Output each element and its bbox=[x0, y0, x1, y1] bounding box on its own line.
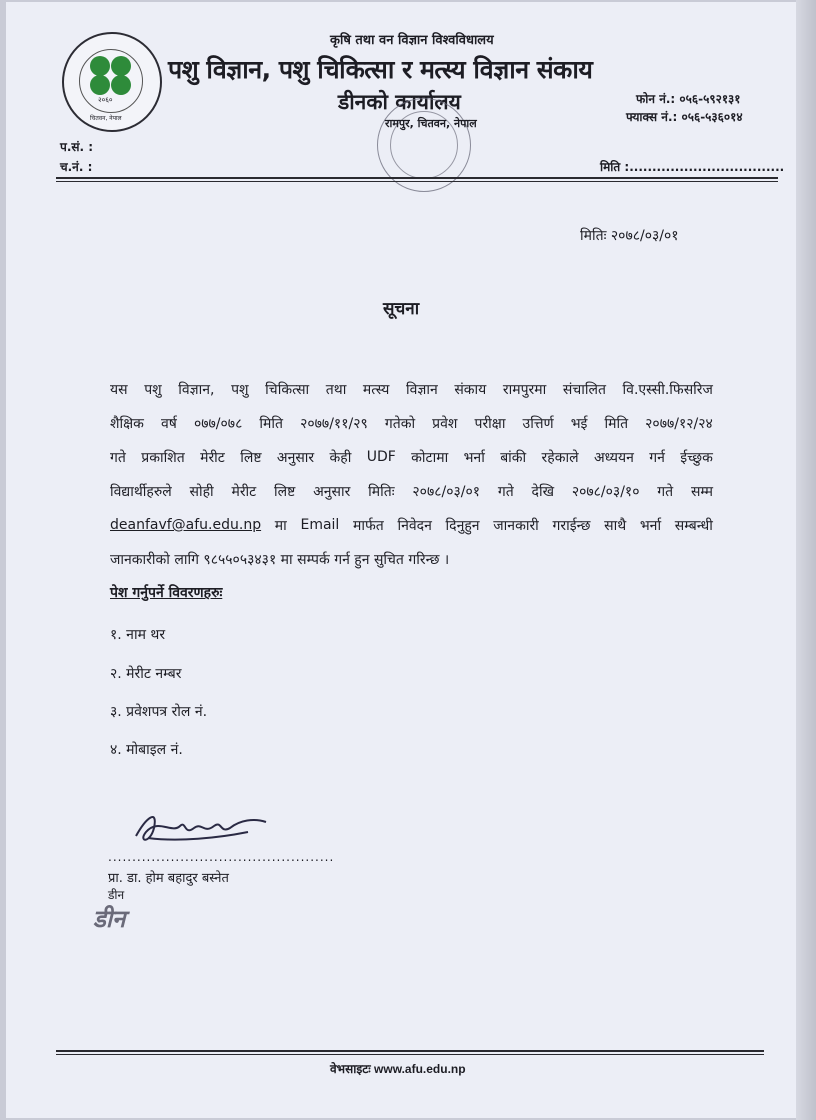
requirements-heading: पेश गर्नुपर्ने विवरणहरुः bbox=[110, 585, 223, 601]
paragraph-word: संचालित bbox=[562, 381, 606, 398]
paragraph-word: वि.एस्सी.फिसरिज bbox=[622, 381, 713, 398]
footer-divider bbox=[56, 1050, 764, 1052]
paragraph-word: मेरीट bbox=[231, 483, 257, 500]
paragraph-word: २०७८/०३/०१ bbox=[412, 483, 481, 500]
requirement-item: ३. प्रवेशपत्र रोल नं. bbox=[110, 704, 208, 720]
paragraph-word: गर्न bbox=[649, 449, 665, 466]
paragraph-word: साथै bbox=[604, 517, 627, 534]
paragraph-word: प्रवेश bbox=[432, 415, 458, 432]
paragraph-line-6 bbox=[110, 542, 713, 576]
paragraph-word: गते bbox=[657, 483, 674, 500]
paragraph-word: अनुसार bbox=[276, 449, 315, 466]
fax-number: फ्याक्स नं.: ०५६-५३६०१४ bbox=[626, 110, 743, 124]
paragraph-line-4 bbox=[110, 474, 713, 508]
letter-date: मितिः २०७८/०३/०१ bbox=[580, 228, 679, 244]
paragraph-word: चिकित्सा bbox=[265, 381, 310, 398]
paragraph-word: प्रकाशित bbox=[141, 449, 185, 466]
university-name: कृषि तथा वन विज्ञान विश्वविधालय bbox=[330, 33, 494, 48]
paragraph-line-3 bbox=[110, 440, 713, 474]
paragraph-word: परीक्षा bbox=[474, 415, 506, 432]
requirement-item: २. मेरीट नम्बर bbox=[110, 666, 182, 682]
footer-divider-thin bbox=[56, 1054, 764, 1055]
paragraph-word: गते bbox=[497, 483, 514, 500]
paragraph-word: गतेको bbox=[384, 415, 416, 432]
paragraph-word: रहेकाले bbox=[541, 449, 579, 466]
paragraph-word: दिनुहुन bbox=[445, 517, 480, 534]
email-link[interactable]: deanfavf@afu.edu.np bbox=[110, 517, 262, 533]
requirement-item: ४. मोबाइल नं. bbox=[110, 742, 183, 758]
logo-inner-ring bbox=[79, 49, 143, 113]
paragraph-word: मिति bbox=[604, 415, 629, 432]
dispatch-number-label: च.नं. : bbox=[60, 160, 93, 174]
clover-leaf-icon bbox=[90, 75, 110, 95]
paragraph-word: पशु bbox=[231, 381, 249, 398]
paragraph-word: देखि bbox=[531, 483, 555, 500]
paragraph-word: गराईन्छ bbox=[552, 517, 591, 534]
paragraph-line-2 bbox=[110, 406, 713, 440]
requirement-item: १. नाम थर bbox=[110, 627, 166, 643]
paragraph-word: यस bbox=[110, 381, 128, 398]
header-divider bbox=[56, 177, 778, 179]
paragraph-word: मेरीट bbox=[200, 449, 225, 466]
dean-stamp: डीन bbox=[93, 905, 126, 933]
paragraph-word: भर्ना bbox=[463, 449, 485, 466]
paragraph-word: लिष्ट bbox=[274, 483, 296, 500]
paragraph-word: पशु bbox=[144, 381, 162, 398]
handwritten-signature bbox=[128, 798, 278, 854]
paragraph-word: रामपुरमा bbox=[502, 381, 547, 398]
paragraph-word: सम्म bbox=[690, 483, 713, 500]
footer-website: वेभसाइटः www.afu.edu.np bbox=[330, 1062, 466, 1076]
paragraph-word: शैक्षिक bbox=[110, 415, 144, 432]
paragraph-word: २०७७/११/२९ bbox=[300, 415, 368, 432]
university-logo bbox=[62, 32, 162, 132]
paragraph-word: अनुसार bbox=[313, 483, 351, 500]
clover-leaf-icon bbox=[90, 56, 110, 76]
phone-number: फोन नं.: ०५६-५९२१३१ bbox=[636, 92, 741, 106]
paragraph-word: वर्ष bbox=[161, 415, 177, 432]
paragraph-word: अध्ययन bbox=[593, 449, 634, 466]
paragraph-word: भई bbox=[570, 415, 588, 432]
header-date-label: मिति :.................................. bbox=[600, 160, 785, 174]
paragraph-word: तथा bbox=[325, 381, 347, 398]
paragraph-word: उत्तिर्ण bbox=[522, 415, 554, 432]
logo-caption: चितवन, नेपाल bbox=[90, 115, 122, 122]
paragraph-word: संकाय bbox=[454, 381, 487, 398]
scan-edge bbox=[796, 0, 816, 1120]
paragraph-word: विज्ञान bbox=[405, 381, 438, 398]
paragraph-word: २०७८/०३/१० bbox=[571, 483, 640, 500]
paragraph-line-1 bbox=[110, 372, 713, 406]
paragraph-word: मत्स्य bbox=[362, 381, 390, 398]
paragraph-word: जानकारी bbox=[493, 517, 539, 534]
clover-leaf-icon bbox=[111, 56, 131, 76]
office-address: रामपुर, चितवन, नेपाल bbox=[385, 117, 477, 130]
notice-title: सूचना bbox=[383, 299, 420, 319]
paragraph-word: सोही bbox=[189, 483, 214, 500]
paragraph-word: मार्फत bbox=[353, 517, 384, 534]
signer-name: प्रा. डा. होम बहादुर बस्नेत bbox=[108, 871, 229, 886]
signature-line: ............................................... bbox=[108, 850, 335, 864]
header-divider-thin bbox=[56, 181, 778, 182]
paragraph-word: मा bbox=[274, 517, 287, 534]
paragraph-word: मितिः bbox=[368, 483, 395, 500]
office-name: डीनको कार्यालय bbox=[338, 90, 461, 114]
paragraph-word: लिष्ट bbox=[240, 449, 262, 466]
signer-title: डीन bbox=[108, 888, 125, 902]
paragraph-word: UDF bbox=[366, 449, 396, 465]
paragraph-word: केही bbox=[329, 449, 352, 466]
paragraph-word: निवेदन bbox=[397, 517, 432, 534]
paragraph-word: बांकी bbox=[500, 449, 527, 466]
paragraph-word: गते bbox=[110, 449, 126, 466]
paragraph-word: विज्ञान, bbox=[178, 381, 215, 398]
paragraph-line-5 bbox=[110, 508, 713, 542]
paragraph-word: २०७७/१२/२४ bbox=[645, 415, 713, 432]
logo-year: २०६० bbox=[98, 96, 113, 104]
paragraph-word: कोटामा bbox=[411, 449, 449, 466]
notice-paragraph bbox=[110, 372, 713, 576]
paragraph-word: Email bbox=[300, 517, 340, 533]
paragraph-word: ०७७/०७८ bbox=[193, 415, 243, 432]
faculty-name: पशु विज्ञान, पशु चिकित्सा र मत्स्य विज्ञान संकाय bbox=[168, 55, 593, 84]
paragraph-word: विद्यार्थीहरुले bbox=[110, 483, 172, 500]
clover-leaf-icon bbox=[111, 75, 131, 95]
paragraph-word: सम्बन्धी bbox=[674, 517, 713, 534]
paragraph-word: भर्ना bbox=[639, 517, 662, 534]
paragraph-word: ईच्छुक bbox=[680, 449, 713, 466]
paragraph-word: मिति bbox=[259, 415, 284, 432]
paragraph-word: जानकारीको लागि ९८५५०५३४३१ मा सम्पर्क गर्न हुन सुचित गरिन्छ । bbox=[110, 551, 450, 568]
reference-number-label: प.सं. : bbox=[60, 140, 94, 154]
